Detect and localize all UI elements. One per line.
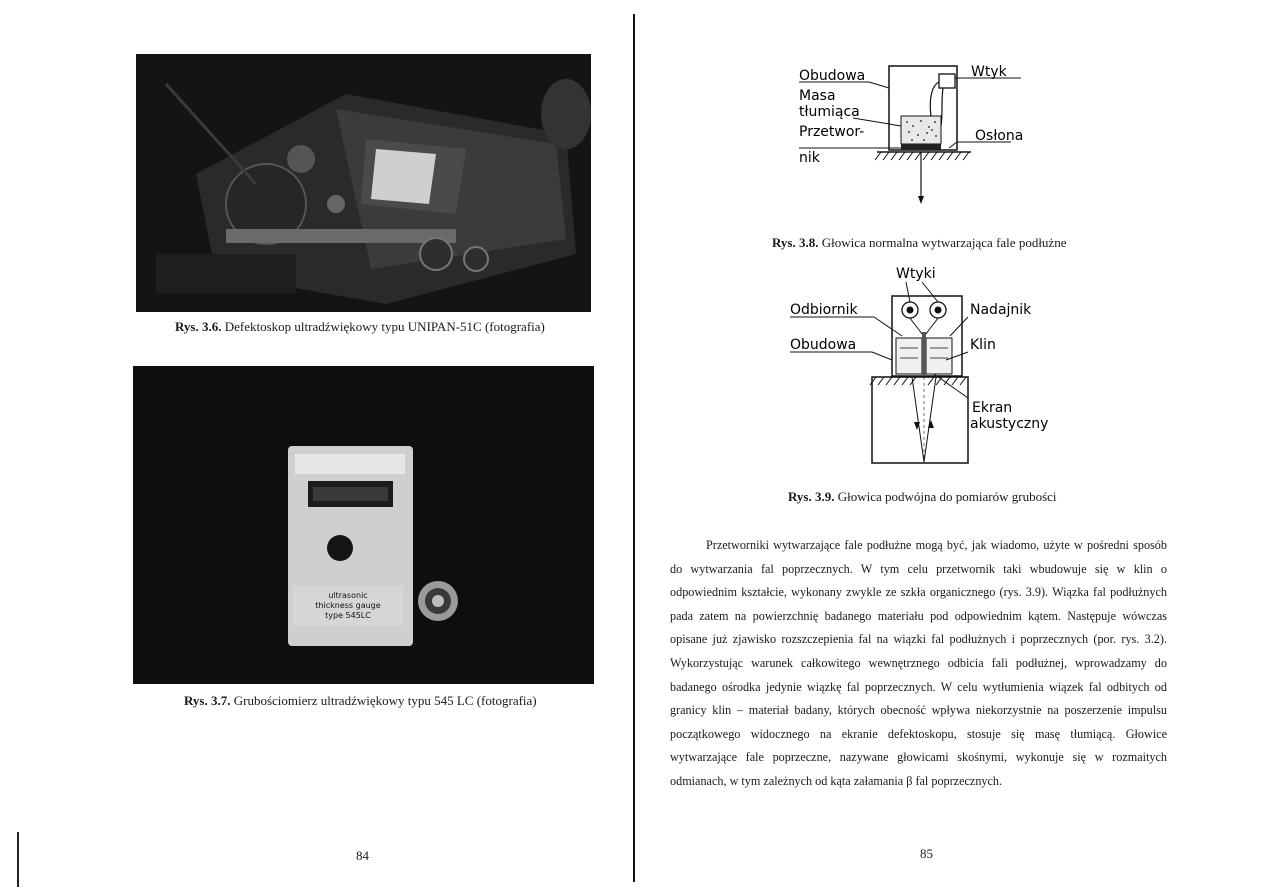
figure-label: Rys. 3.6. xyxy=(175,319,222,334)
figure-3-7-caption xyxy=(184,693,537,709)
figure-3-8-caption xyxy=(772,235,1066,251)
defectoscope-image xyxy=(136,54,591,312)
label-wtyki: Wtyki xyxy=(896,266,936,282)
figure-3-6-caption xyxy=(175,319,545,335)
scan-edge-mark xyxy=(17,832,19,887)
label-obudowa: Obudowa xyxy=(790,337,857,353)
figure-caption-text: Głowica podwójna do pomiarów grubości xyxy=(837,489,1057,504)
photo-unipan-defectoscope xyxy=(136,54,591,312)
thickness-gauge-image xyxy=(133,366,594,684)
figure-label: Rys. 3.8. xyxy=(772,235,819,250)
body-paragraph xyxy=(670,534,1167,794)
label-ekran: Ekran xyxy=(972,400,1013,416)
label-nik: nik xyxy=(799,150,820,166)
paragraph-text: Przetworniki wytwarzające fale podłużne mogą być, jak wiadomo, użyte w pośredni sposób do wytwarzania fal poprzecznych. W tym celu przetwornik taki wbudowuje się w klin o odpowiednim kształcie, wykonany zwykle ze szkła organicznego (rys. 3.9). Wiązka fal podłużnych pada zatem na powierzchnię badanego materiału pod odpowiednim kątem. Następuje wówczas opisane już zjawisko rozszczepienia fal na wiązki fal podłużnych i poprzecznych (por. rys. 3.2). Wykorzystując warunek całkowitego wewnętrznego odbicia fali podłużnej, wprowadzamy do badanego ośrodka jedynie wiązkę fal poprzecznych. W celu wytłumienia wiązek fal odbitych od granicy klin – materiał badany, których obecność wpływa niekorzystnie na poszerzenie impulsu początkowego widocznego na ekranie defektoskopu, stosuje się masę tłumiącą. Głowice wytwarzające fale poprzeczne, nazywane głowicami skośnymi, wykonuje się w rozmaitych odmianach, w tym zależnych od kąta załamania β fal poprzecznych. xyxy=(670,538,1167,788)
figure-label: Rys. 3.9. xyxy=(788,489,835,504)
book-spine xyxy=(633,14,635,882)
gauge-label-line1: ultrasonic xyxy=(328,591,368,600)
gauge-label-line3: type 545LC xyxy=(325,611,371,620)
page-number-left: 84 xyxy=(356,848,369,863)
label-klin: Klin xyxy=(970,337,996,353)
label-wtyk: Wtyk xyxy=(971,64,1007,80)
figure-3-9-caption xyxy=(788,489,1057,505)
label-oslona: Osłona xyxy=(975,128,1024,144)
label-masa: Masa xyxy=(799,88,836,104)
label-tlumiaca: tłumiąca xyxy=(799,104,860,120)
figure-caption-text: Defektoskop ultradźwiękowy typu UNIPAN-51C (fotografia) xyxy=(224,319,545,334)
photo-thickness-gauge xyxy=(133,366,594,684)
right-page xyxy=(636,0,1263,893)
diagram-normal-probe xyxy=(791,56,1051,216)
figure-caption-text: Głowica normalna wytwarzająca fale podłużne xyxy=(821,235,1067,250)
figure-label: Rys. 3.7. xyxy=(184,693,231,708)
label-nadajnik: Nadajnik xyxy=(970,302,1032,318)
label-odbiornik: Odbiornik xyxy=(790,302,858,318)
diagram-dual-probe xyxy=(784,260,1064,470)
page-number-right: 85 xyxy=(920,846,933,861)
label-akustyczny: akustyczny xyxy=(970,416,1049,432)
gauge-label-line2: thickness gauge xyxy=(315,601,381,610)
label-przetwornik: Przetwor- xyxy=(799,124,865,140)
figure-caption-text: Grubościomierz ultradźwiękowy typu 545 LC (fotografia) xyxy=(233,693,537,708)
label-obudowa: Obudowa xyxy=(799,68,866,84)
